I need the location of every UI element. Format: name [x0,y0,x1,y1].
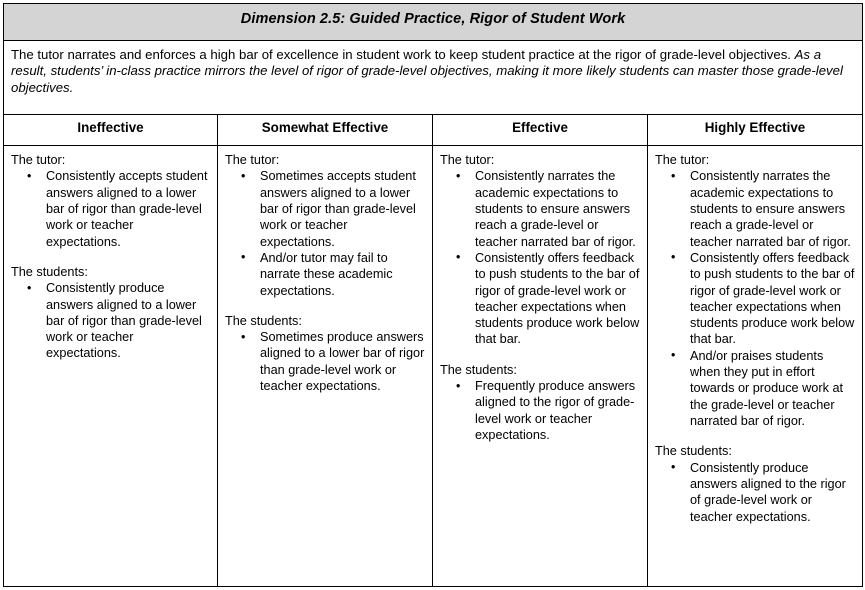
criteria-bullet: • Frequently produce answers aligned to the rigor of grade-level work or teacher expectations. [456,378,640,443]
criteria-cell-somewhat-effective [218,146,433,587]
criteria-bullet: • Consistently offers feedback to push students to the bar of rigor of grade-level work or teacher expectations when students produce work below that bar. [671,250,855,348]
criteria-cell-ineffective [4,146,218,587]
description-italic-tail: As a result, students’ in-class practice mirrors the level of rigor of grade-level objectives, making it more likely students can master those grade-level objectives. [11,46,843,96]
dimension-title: Dimension 2.5: Guided Practice, Rigor of Student Work [4,4,863,41]
criteria-bullet: • Consistently produce answers aligned to the rigor of grade-level work or teacher expectations. [671,460,855,525]
column-header-row [4,115,863,146]
tutor-label: The tutor: [11,153,66,168]
criteria-bullet: • Consistently produce answers aligned to a lower bar of rigor than grade-level work or teacher expectations. [27,280,210,362]
criteria-row [4,146,863,587]
column-header-effective: Effective [433,115,648,146]
students-label: The students: [225,313,302,328]
student-bullet-list [440,378,640,443]
students-label: The students: [440,362,517,377]
criteria-cell-effective [433,146,648,587]
description-plain-lead: The tutor narrates and enforces a high bar of excellence in student work to keep student practice at the rigor of grade-level objectives. [11,46,795,62]
title-row [4,4,863,41]
tutor-bullet-list [440,168,640,347]
description-row [4,40,863,115]
tutor-label: The tutor: [440,153,495,168]
dimension-description [4,40,863,115]
criteria-bullet: • Sometimes accepts student answers aligned to a lower bar of rigor than grade-level work or teacher expectations. [241,168,425,250]
criteria-bullet: • And/or tutor may fail to narrate these academic expectations. [241,250,425,299]
tutor-bullet-list [11,168,210,250]
criteria-bullet: • Consistently offers feedback to push students to the bar of rigor of grade-level work or teacher expectations when students produce work below that bar. [456,250,640,348]
students-label: The students: [655,444,732,459]
tutor-bullet-list [225,168,425,299]
students-label: The students: [11,264,88,279]
column-header-highly-effective: Highly Effective [648,115,863,146]
criteria-bullet: • And/or praises students when they put in effort towards or produce work at the grade-level or teacher narrated bar of rigor. [671,348,855,430]
column-header-ineffective: Ineffective [4,115,218,146]
student-bullet-list [11,280,210,362]
student-bullet-list [655,460,855,525]
criteria-bullet: • Consistently accepts student answers aligned to a lower bar of rigor than grade-level work or teacher expectations. [27,168,210,250]
column-header-somewhat-effective: Somewhat Effective [218,115,433,146]
criteria-bullet: • Consistently narrates the academic expectations to students to ensure answers reach a grade-level or teacher narrated bar of rigor. [456,168,640,250]
student-bullet-list [225,329,425,394]
criteria-cell-highly-effective [648,146,863,587]
criteria-bullet: • Consistently narrates the academic expectations to students to ensure answers reach a grade-level or teacher narrated bar of rigor. [671,168,855,250]
tutor-bullet-list [655,168,855,429]
tutor-label: The tutor: [655,153,710,168]
tutor-label: The tutor: [225,153,280,168]
criteria-bullet: • Sometimes produce answers aligned to a lower bar of rigor than grade-level work or teacher expectations. [241,329,425,394]
rubric-table [3,3,863,587]
